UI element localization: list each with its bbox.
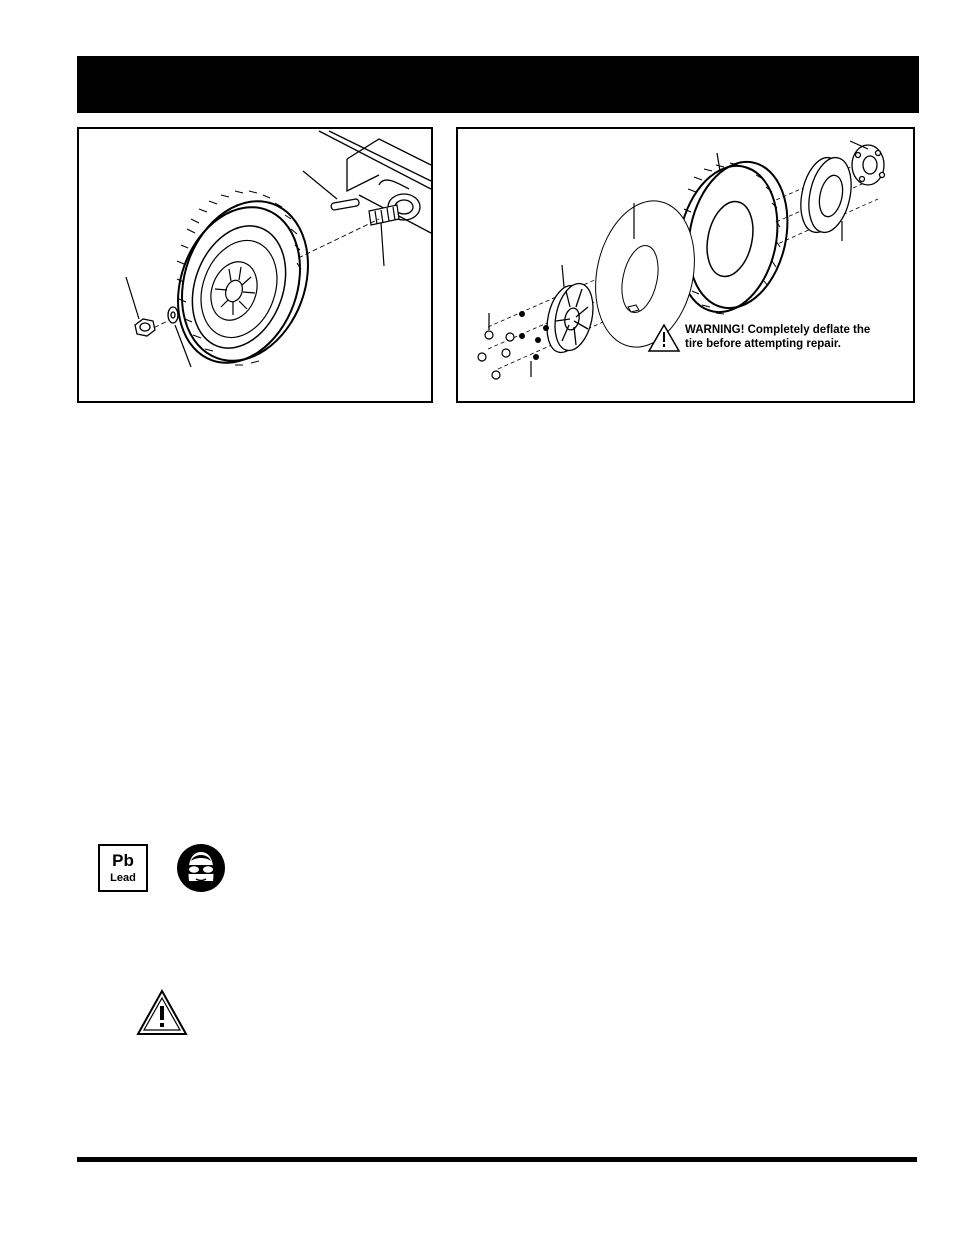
wheel-axle-illustration xyxy=(79,129,431,401)
warning-line-1: WARNING! Completely deflate the xyxy=(685,324,871,336)
axle-nut xyxy=(135,319,155,336)
lead-label: Lead xyxy=(110,872,136,884)
header-bar xyxy=(77,56,919,113)
warning-line-2: tire before attempting repair. xyxy=(685,338,841,350)
wheel-removal-figure xyxy=(77,127,433,403)
axle-key xyxy=(331,199,360,211)
washer xyxy=(168,307,178,323)
hub-flange xyxy=(852,145,885,185)
inner-rim-half xyxy=(541,280,598,356)
lead-hazard-symbol xyxy=(98,844,148,892)
tire xyxy=(157,183,329,380)
outer-rim-half xyxy=(795,154,858,237)
rim-nuts xyxy=(478,331,514,379)
deflate-warning-text xyxy=(685,323,911,351)
wheel-assembly-exploded-figure xyxy=(456,127,915,403)
warning-triangle-icon xyxy=(136,989,188,1037)
footer-bar xyxy=(77,1157,917,1162)
exploded-wheel-illustration xyxy=(458,129,913,401)
rim-bolts xyxy=(519,311,549,360)
lead-chemical-symbol: Pb xyxy=(112,851,134,870)
safety-goggles-icon xyxy=(176,843,226,893)
